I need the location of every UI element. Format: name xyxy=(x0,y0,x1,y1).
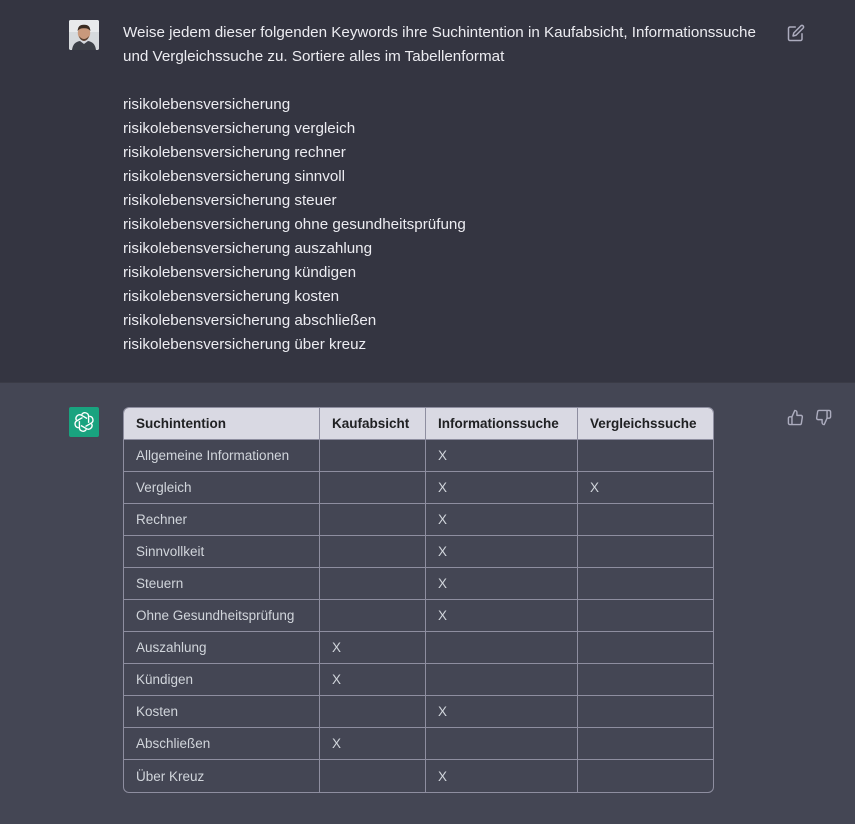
table-cell: X xyxy=(426,536,578,568)
table-row xyxy=(124,440,713,472)
table-cell: X xyxy=(426,568,578,600)
table-cell: Vergleich xyxy=(124,472,320,504)
openai-logo-icon xyxy=(69,407,99,437)
user-avatar xyxy=(69,20,99,50)
table-header-row xyxy=(124,408,713,440)
table-cell xyxy=(320,568,426,600)
keyword-line: risikolebensversicherung sinnvoll xyxy=(123,168,346,185)
table-cell: Steuern xyxy=(124,568,320,600)
table-cell: Rechner xyxy=(124,504,320,536)
keyword-line: risikolebensversicherung über kreuz xyxy=(123,336,367,353)
keyword-line: risikolebensversicherung auszahlung xyxy=(123,240,373,257)
column-header: Vergleichssuche xyxy=(578,408,713,440)
table-cell: X xyxy=(578,472,713,504)
column-header: Informationssuche xyxy=(426,408,578,440)
keyword-line: risikolebensversicherung xyxy=(123,96,291,113)
column-header: Kaufabsicht xyxy=(320,408,426,440)
keyword-line: risikolebensversicherung steuer xyxy=(123,192,337,209)
table-cell xyxy=(320,504,426,536)
table-cell xyxy=(426,664,578,696)
prompt-paragraph: Weise jedem dieser folgenden Keywords ihre Suchintention in Kaufabsicht, Informationssuche und Vergleichssuche zu. Sortiere alles im Tabellenformat xyxy=(123,24,756,65)
user-message xyxy=(0,0,855,382)
edit-icon[interactable] xyxy=(787,24,805,42)
table-row xyxy=(124,536,713,568)
table-cell: Abschließen xyxy=(124,728,320,760)
column-header: Suchintention xyxy=(124,408,320,440)
table-row xyxy=(124,664,713,696)
table-row xyxy=(124,600,713,632)
table-cell: Kosten xyxy=(124,696,320,728)
keyword-line: risikolebensversicherung rechner xyxy=(123,144,346,161)
table-row xyxy=(124,504,713,536)
assistant-message xyxy=(0,382,855,824)
table-cell: X xyxy=(426,504,578,536)
table-row xyxy=(124,760,713,792)
table-cell xyxy=(578,568,713,600)
table-row xyxy=(124,632,713,664)
table-cell: X xyxy=(320,664,426,696)
table-cell: Allgemeine Informationen xyxy=(124,440,320,472)
table-cell: X xyxy=(320,728,426,760)
table-cell xyxy=(578,600,713,632)
keyword-line: risikolebensversicherung vergleich xyxy=(123,120,356,137)
table-cell: Auszahlung xyxy=(124,632,320,664)
keyword-line: risikolebensversicherung kündigen xyxy=(123,264,357,281)
table-row xyxy=(124,568,713,600)
table-cell xyxy=(320,440,426,472)
table-cell: X xyxy=(426,760,578,792)
table-cell: X xyxy=(426,440,578,472)
table-cell xyxy=(578,504,713,536)
table-cell: Kündigen xyxy=(124,664,320,696)
thumbs-up-icon[interactable] xyxy=(787,409,804,426)
intent-table xyxy=(123,407,714,793)
keyword-line: risikolebensversicherung abschließen xyxy=(123,312,377,329)
table-cell xyxy=(320,600,426,632)
keyword-line: risikolebensversicherung ohne gesundheitsprüfung xyxy=(123,216,466,233)
table-cell: X xyxy=(426,472,578,504)
table-cell xyxy=(426,632,578,664)
table-row xyxy=(124,728,713,760)
table-cell: Ohne Gesundheitsprüfung xyxy=(124,600,320,632)
table-cell: Über Kreuz xyxy=(124,760,320,792)
user-message-text xyxy=(123,21,763,357)
table-cell xyxy=(578,664,713,696)
table-cell xyxy=(578,440,713,472)
table-cell xyxy=(578,696,713,728)
table-cell xyxy=(578,728,713,760)
table-cell xyxy=(578,760,713,792)
table-row xyxy=(124,472,713,504)
table-cell xyxy=(426,728,578,760)
table-cell xyxy=(320,472,426,504)
table-row xyxy=(124,696,713,728)
table-cell xyxy=(578,632,713,664)
keyword-line: risikolebensversicherung kosten xyxy=(123,288,340,305)
table-cell xyxy=(320,536,426,568)
thumbs-down-icon[interactable] xyxy=(815,409,832,426)
table-cell: Sinnvollkeit xyxy=(124,536,320,568)
table-cell: X xyxy=(320,632,426,664)
table-cell: X xyxy=(426,696,578,728)
table-cell xyxy=(578,536,713,568)
table-cell xyxy=(320,696,426,728)
table-cell xyxy=(320,760,426,792)
table-cell: X xyxy=(426,600,578,632)
